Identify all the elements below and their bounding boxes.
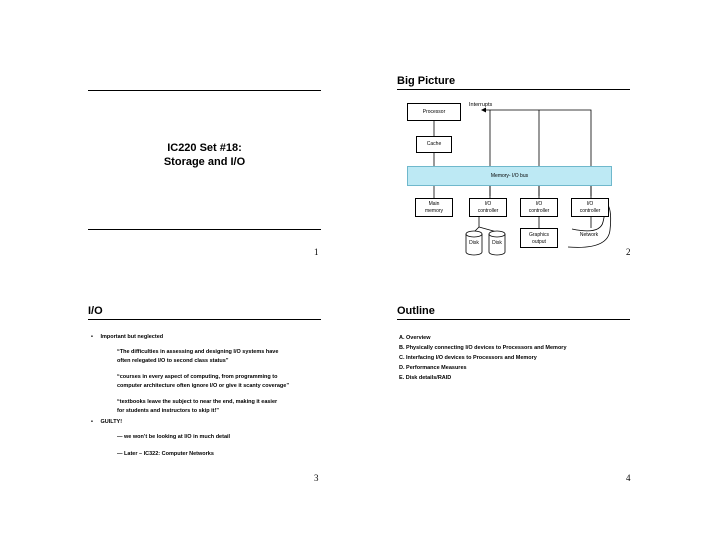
slide1-title-line2: Storage and I/O: [163, 156, 246, 168]
slide3-quote3-line2: for students and instructors to skip it!”: [117, 408, 220, 414]
io-controller-2-line1: I/O: [535, 201, 543, 207]
cache-box: [416, 136, 452, 153]
bus-label: Memory- I/O bus: [490, 173, 529, 179]
bullet-glyph: •: [91, 334, 93, 340]
graphics-output-box: [520, 228, 558, 248]
bullet-glyph: •: [91, 419, 93, 425]
slide3-bullet2: [91, 418, 122, 427]
slide3-bullet2-text: GUILTY!: [100, 419, 123, 425]
network-label: Network: [579, 232, 599, 238]
io-controller-1-box: [469, 198, 507, 217]
slide3-quote2: [117, 373, 289, 391]
io-controller-3-box: [571, 198, 609, 217]
outline-item-a: A. Overview: [399, 335, 431, 341]
slide2-page-number: 2: [626, 247, 631, 257]
outline-item-e: E. Disk details/RAID: [399, 375, 452, 381]
slide3-sub1: — we won’t be looking at I/O in much detail: [117, 434, 231, 440]
slide3-sub2: — Later – IC322: Computer Networks: [117, 451, 214, 457]
slide1-title-line1: IC220 Set #18:: [167, 142, 242, 154]
slide4-title: Outline: [397, 305, 435, 317]
memory-io-bus: [407, 166, 612, 186]
slide3-title-rule: [88, 319, 321, 320]
slide3-quote2-line1: “courses in every aspect of computing, from programming to: [117, 374, 278, 380]
main-memory-line1: Main: [428, 201, 440, 207]
io-controller-3-line1: I/O: [586, 201, 594, 207]
io-controller-1-line1: I/O: [484, 201, 492, 207]
slide3-page-number: 3: [314, 473, 319, 483]
graphics-line1: Graphics: [528, 232, 549, 238]
disk-1-label: Disk: [469, 240, 479, 246]
processor-box: [407, 103, 461, 121]
slide3-quote1-line1: “The difficulties in assessing and designing I/O systems have: [117, 349, 279, 355]
slide3-quote1: [117, 348, 278, 366]
main-memory-box: [415, 198, 453, 217]
slide3-quote2-line2: computer architecture often ignore I/O or give it scanty coverage”: [117, 383, 290, 389]
io-controller-2-box: [520, 198, 558, 217]
outline-list: [399, 333, 567, 383]
interrupts-label: Interrupts: [469, 102, 493, 108]
io-controller-1-line2: controller: [477, 208, 499, 214]
processor-label: Processor: [422, 109, 446, 115]
slide3-bullet1: [91, 333, 163, 342]
io-controller-3-line2: controller: [579, 208, 601, 214]
slide3-title: I/O: [88, 305, 103, 317]
slide2-title: Big Picture: [397, 75, 456, 87]
slide3-bullet1-text: Important but neglected: [100, 334, 164, 340]
slide3-quote3: [117, 398, 277, 416]
cache-label: Cache: [426, 141, 442, 147]
outline-item-b: B. Physically connecting I/O devices to Processors and Memory: [399, 345, 567, 351]
slide4-page-number: 4: [626, 473, 631, 483]
graphics-line2: output: [532, 239, 546, 245]
slide1-page-number: 1: [314, 247, 319, 257]
slide4-title-rule: [397, 319, 630, 320]
disk-2-label: Disk: [492, 240, 502, 246]
outline-item-c: C. Interfacing I/O devices to Processors and Memory: [399, 355, 537, 361]
main-memory-line2: memory: [424, 208, 444, 214]
slide3-quote1-line2: often relegated I/O to second class status”: [117, 358, 229, 364]
outline-item-d: D. Performance Measures: [399, 365, 467, 371]
slide3-quote3-line1: “textbooks leave the subject to near the end, making it easier: [117, 399, 278, 405]
io-controller-2-line2: controller: [528, 208, 550, 214]
